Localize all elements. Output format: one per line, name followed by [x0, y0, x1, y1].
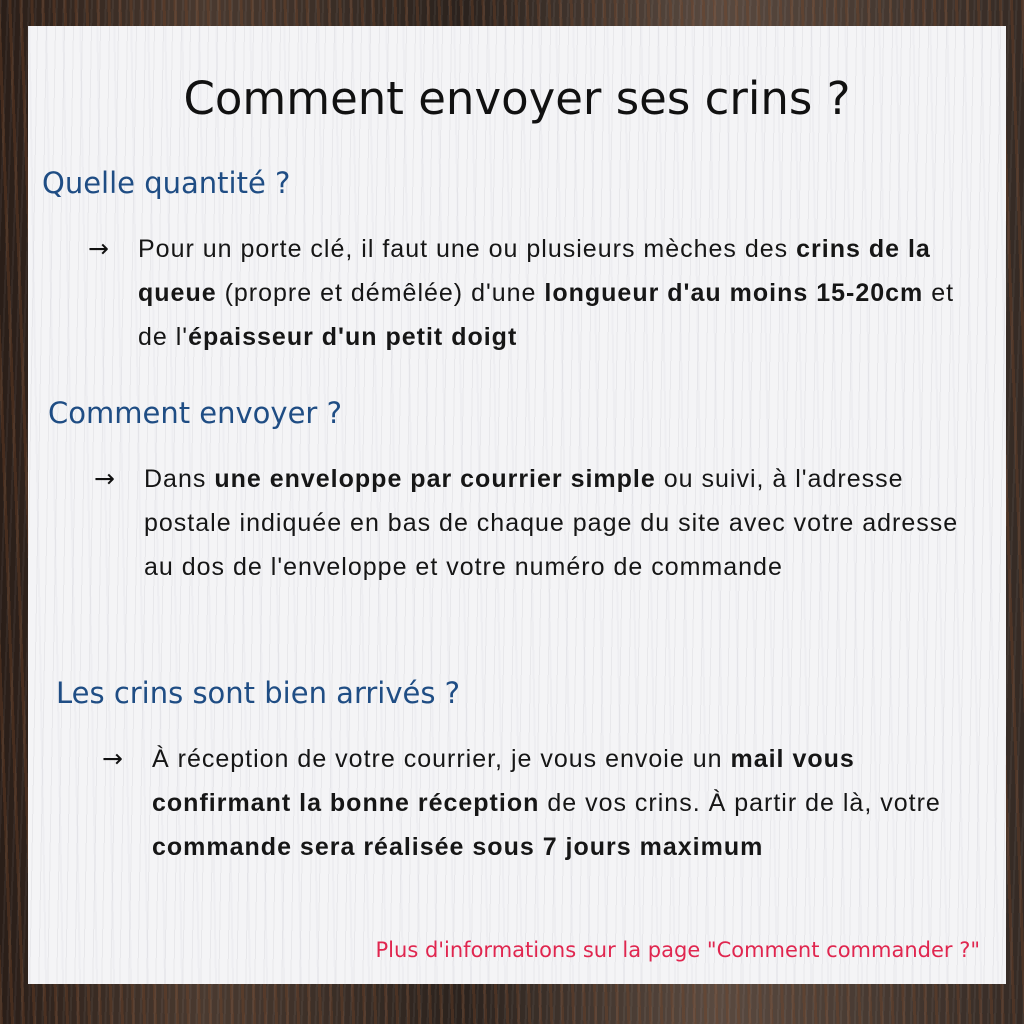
- section-heading-arrival: Les crins sont bien arrivés ?: [56, 676, 461, 710]
- bold-text: épaisseur d'un petit doigt: [188, 323, 518, 351]
- section-text-quantity: [138, 227, 968, 359]
- section-text-arrival: [152, 737, 952, 869]
- arrow-right-icon: →: [88, 234, 109, 263]
- text-run: Dans: [144, 465, 215, 493]
- bold-text: crins de la queue: [138, 235, 931, 307]
- text-run: (propre et démêlée) d'une: [216, 279, 545, 307]
- section-text-send: [144, 457, 974, 589]
- more-info-link[interactable]: Plus d'informations sur la page "Comment commander ?": [375, 938, 980, 962]
- text-run: Pour un porte clé, il faut une ou plusieurs mèches des: [138, 235, 797, 263]
- section-heading-send: Comment envoyer ?: [48, 396, 342, 430]
- bold-text: commande sera réalisée sous 7 jours maximum: [152, 833, 764, 861]
- section-heading-quantity: Quelle quantité ?: [42, 166, 291, 200]
- info-card: [28, 26, 1006, 984]
- text-run: À réception de votre courrier, je vous envoie un: [152, 745, 731, 773]
- arrow-right-icon: →: [94, 464, 115, 493]
- bold-text: une enveloppe par courrier simple: [214, 465, 656, 493]
- page-title: Comment envoyer ses crins ?: [183, 72, 851, 125]
- arrow-right-icon: →: [102, 744, 123, 773]
- bold-text: longueur d'au moins 15-20cm: [544, 279, 924, 307]
- text-run: et de l': [138, 279, 955, 351]
- text-run: de vos crins. À partir de là, votre: [539, 789, 941, 817]
- bold-text: mail vous confirmant la bonne réception: [152, 745, 855, 817]
- text-run: ou suivi, à l'adresse postale indiquée en bas de chaque page du site avec votre adresse au dos de l'enveloppe et votre numéro de commande: [144, 465, 959, 581]
